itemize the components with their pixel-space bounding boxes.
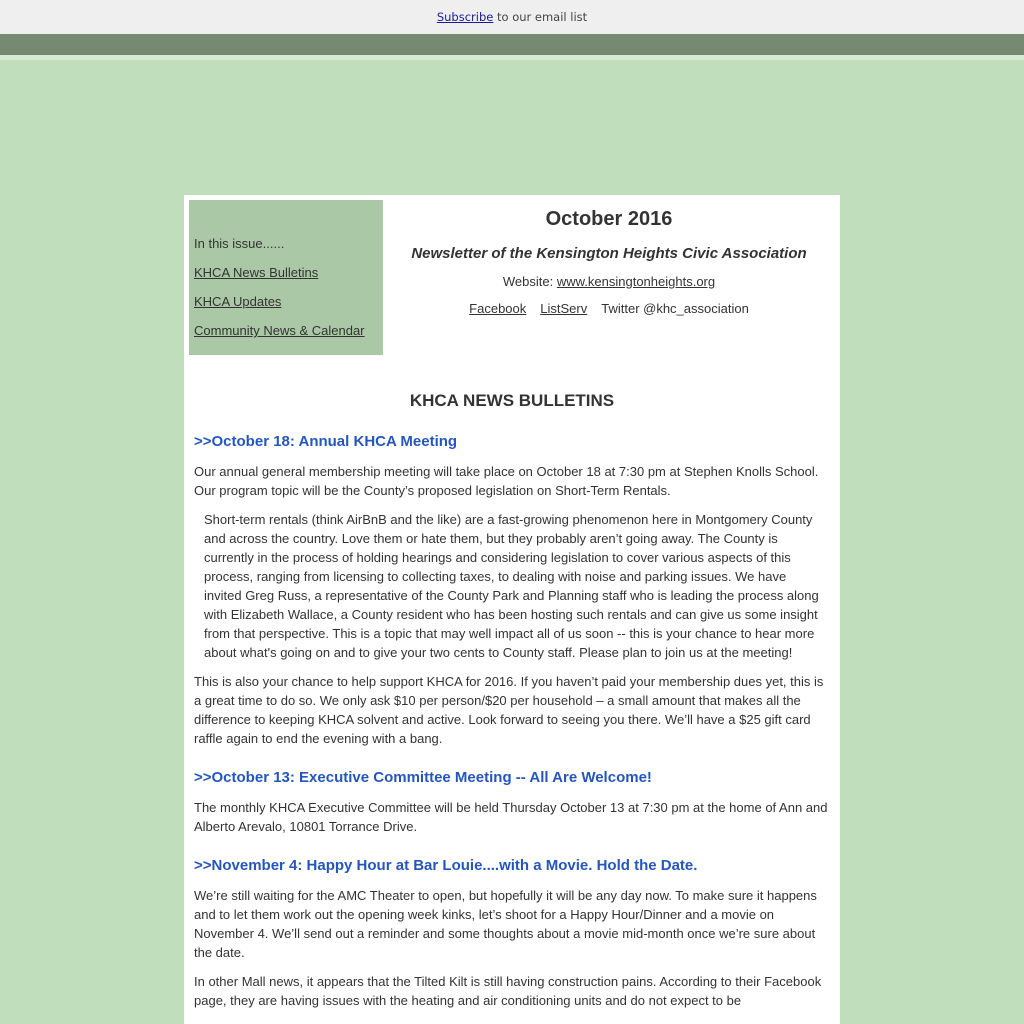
page-title: October 2016 xyxy=(545,208,673,230)
issue-sidebar xyxy=(189,200,383,355)
twitter-handle: Twitter @khc_association xyxy=(601,301,749,316)
website-link[interactable]: www.kensingtonheights.org xyxy=(556,274,716,289)
website-line xyxy=(384,274,834,289)
subtitle: Newsletter of the Kensington Heights Civic Association xyxy=(411,245,807,262)
article-paragraph: We’re still waiting for the AMC Theater to open, but hopefully it will be any day now. To make sure it happens and to let them work out the opening week kinks, let’s shoot for a Happy Hour/Dinner and a movie on November 4. We’ll send out a reminder and some thoughts about a movie mid-month once we’re sure about the date. xyxy=(194,888,817,960)
newsletter-header xyxy=(384,200,834,316)
article-heading: >>October 18: Annual KHCA Meeting xyxy=(194,433,458,450)
subscribe-bar xyxy=(0,0,1024,34)
header-divider xyxy=(0,55,1024,60)
header-band xyxy=(0,34,1024,55)
article-heading: >>November 4: Happy Hour at Bar Louie....with a Movie. Hold the Date. xyxy=(194,857,698,874)
sidebar-item-community-news[interactable]: Community News & Calendar xyxy=(194,323,365,338)
social-links xyxy=(384,301,834,316)
article-quote: Short-term rentals (think AirBnB and the like) are a fast-growing phenomenon here in Montgomery County and across the country. Love them or hate them, but they probably aren’t going away. The County is currently in the process of holding hearings and considering legislation to cover various aspects of this process, ranging from licensing to collecting taxes, to dealing with noise and parking issues. We have invited Greg Russ, a representative of the County Park and Planning staff who is leading the process along with Elizabeth Wallace, a County resident who has been hosting such rentals and can give us some insight from that perspective. This is a topic that may well impact all of us soon -- this is your chance to hear more about what's going on and to give your two cents to County staff. Please plan to join us at the meeting! xyxy=(204,512,819,660)
sidebar-intro: In this issue...... xyxy=(194,236,285,251)
sidebar-item-updates[interactable]: KHCA Updates xyxy=(194,294,282,309)
sidebar-item-news-bulletins[interactable]: KHCA News Bulletins xyxy=(194,265,319,280)
listserv-link[interactable]: ListServ xyxy=(540,301,588,316)
article-paragraph: Our annual general membership meeting will take place on October 18 at 7:30 pm at Stephen Knolls School. Our program topic will be the County’s proposed legislation on Short-Term Rentals. xyxy=(194,464,819,498)
article-paragraph: This is also your chance to help support KHCA for 2016. If you haven’t paid your membership dues yet, this is a great time to do so. We only ask $10 per person/$20 per household – a small amount that makes all the difference to keeping KHCA solvent and active. Look forward to seeing you there. We’ll have a $25 gift card raffle again to end the evening with a bang. xyxy=(194,674,824,746)
section-title: KHCA NEWS BULLETINS xyxy=(409,391,615,410)
main-content xyxy=(194,391,830,1020)
subscribe-link[interactable]: Subscribe xyxy=(436,10,494,24)
article-paragraph: In other Mall news, it appears that the Tilted Kilt is still having construction pains. According to their Facebook page, they are having issues with the heating and air conditioning units and do not expect to be xyxy=(194,974,822,1008)
newsletter-container xyxy=(184,195,840,1024)
article-heading: >>October 13: Executive Committee Meeting -- All Are Welcome! xyxy=(194,769,652,786)
article-paragraph: The monthly KHCA Executive Committee will be held Thursday October 13 at 7:30 pm at the home of Ann and Alberto Arevalo, 10801 Torrance Drive. xyxy=(194,800,828,834)
facebook-link[interactable]: Facebook xyxy=(469,301,527,316)
subscribe-text: to our email list xyxy=(493,10,588,24)
website-label: Website: xyxy=(502,274,557,289)
